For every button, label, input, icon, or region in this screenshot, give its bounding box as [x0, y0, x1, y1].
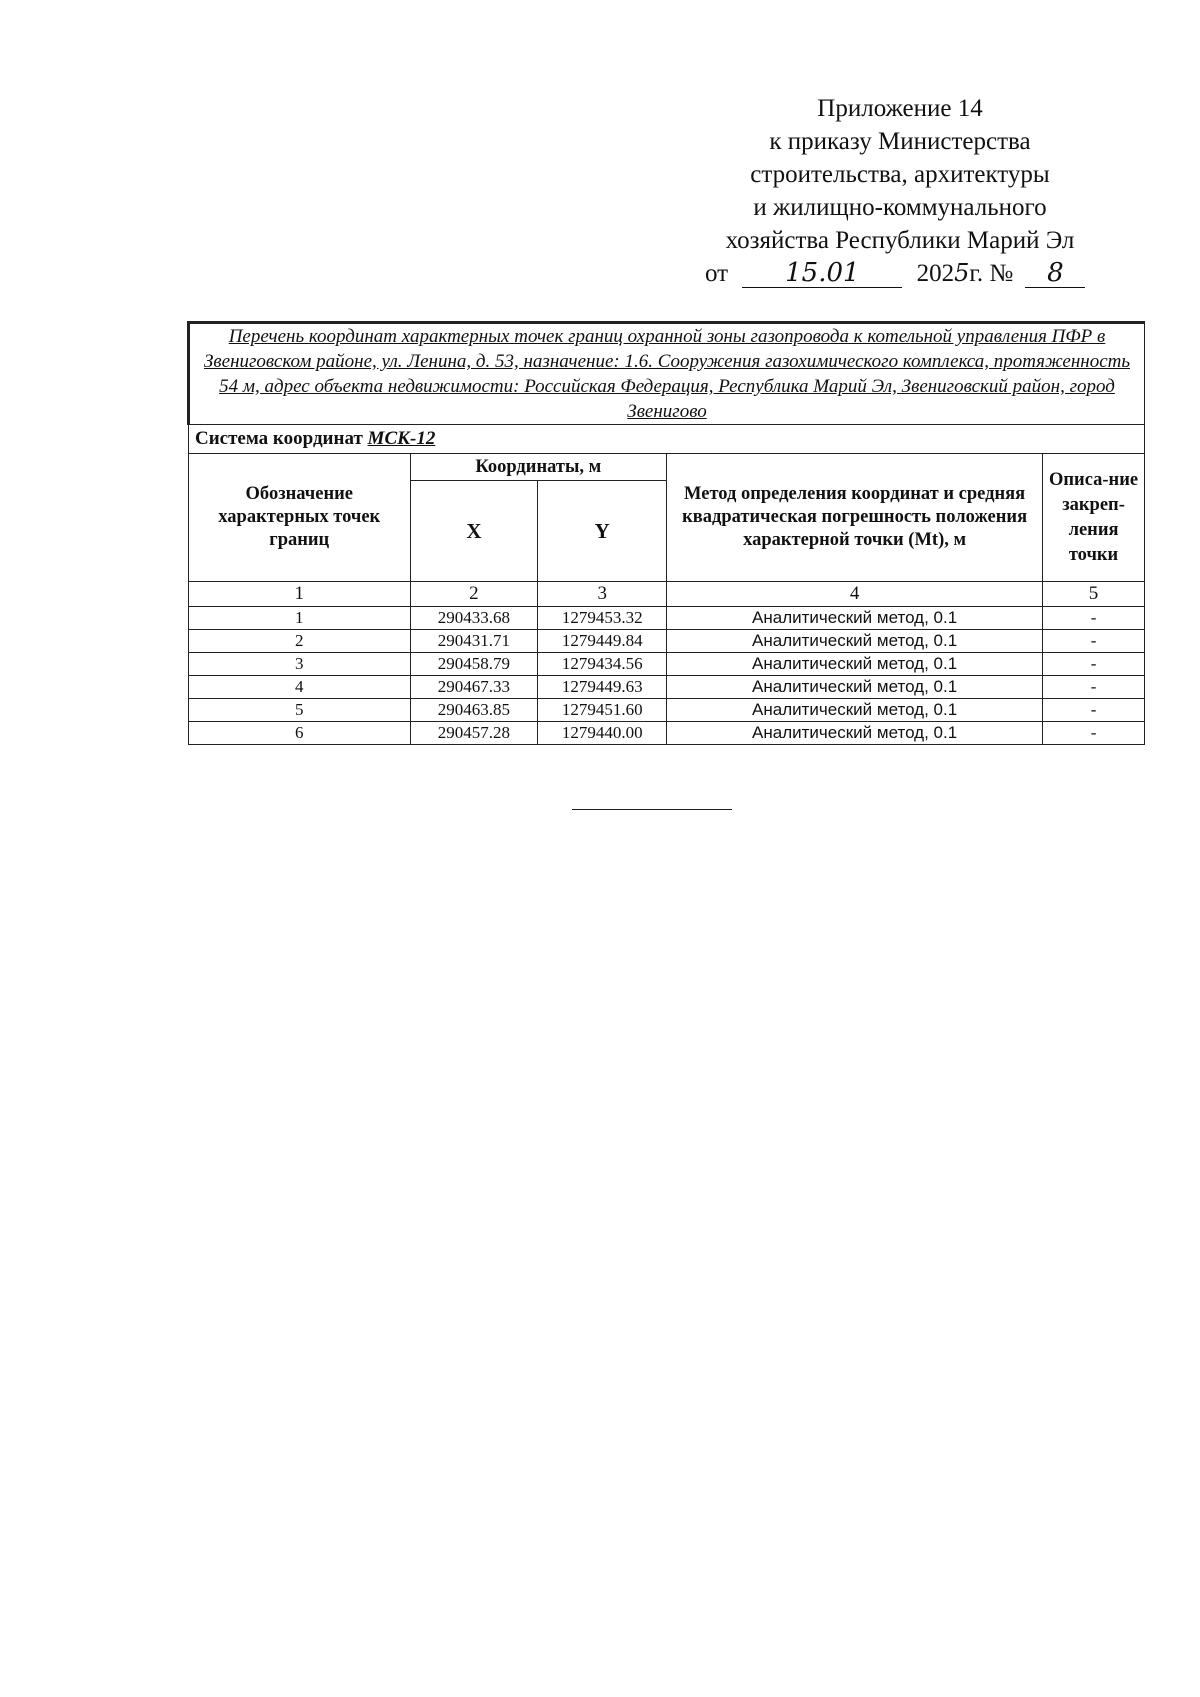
table-row — [189, 607, 1145, 630]
description-cell: - — [1043, 607, 1145, 630]
date-prefix: от — [705, 260, 729, 287]
coord-y: 1279451.60 — [538, 699, 667, 722]
column-number: 1 — [189, 582, 411, 607]
closing-divider — [572, 809, 732, 810]
coord-x: 290467.33 — [410, 676, 538, 699]
method-cell: Аналитический метод, 0.1 — [667, 653, 1043, 676]
header-description: Описа-ние закреп-ления точки — [1043, 454, 1145, 582]
coordinate-system-code: МСК-12 — [367, 428, 436, 449]
method-cell: Аналитический метод, 0.1 — [667, 722, 1043, 745]
column-number: 2 — [410, 582, 538, 607]
header-line-republic: хозяйства Республики Марий Эл — [725, 227, 1075, 254]
coord-x: 290458.79 — [410, 653, 538, 676]
header-line-order: к приказу Министерства — [769, 128, 1031, 155]
year-prefix: 202 — [916, 260, 955, 287]
table-row — [189, 699, 1145, 722]
description-cell: - — [1043, 699, 1145, 722]
coord-y: 1279434.56 — [538, 653, 667, 676]
year-suffix: г. № — [969, 260, 1014, 287]
column-number: 3 — [538, 582, 667, 607]
point-id: 1 — [189, 607, 411, 630]
table-row — [189, 653, 1145, 676]
order-date-line — [705, 257, 1125, 290]
column-number: 4 — [667, 582, 1043, 607]
table-row — [189, 630, 1145, 653]
table-row — [189, 676, 1145, 699]
description-cell: - — [1043, 630, 1145, 653]
header-x: X — [410, 481, 538, 582]
coord-x: 290431.71 — [410, 630, 538, 653]
coord-x: 290457.28 — [410, 722, 538, 745]
point-id: 3 — [189, 653, 411, 676]
appendix-header — [690, 92, 1110, 257]
header-method: Метод определения координат и средняя квадратическая погрешность положения характерной точки (Mt), м — [667, 454, 1043, 582]
column-number: 5 — [1043, 582, 1145, 607]
header-line-appendix: Приложение 14 — [817, 95, 983, 122]
header-coords: Координаты, м — [410, 454, 667, 481]
coord-y: 1279453.32 — [538, 607, 667, 630]
method-cell: Аналитический метод, 0.1 — [667, 630, 1043, 653]
method-cell: Аналитический метод, 0.1 — [667, 699, 1043, 722]
coord-y: 1279449.84 — [538, 630, 667, 653]
point-id: 2 — [189, 630, 411, 653]
coord-x: 290433.68 — [410, 607, 538, 630]
header-y: Y — [538, 481, 667, 582]
method-cell: Аналитический метод, 0.1 — [667, 607, 1043, 630]
handwritten-order-number: 8 — [1025, 259, 1085, 288]
header-line-housing: и жилищно-коммунального — [753, 194, 1047, 221]
coord-y: 1279440.00 — [538, 722, 667, 745]
handwritten-year-digit: 5 — [954, 259, 970, 287]
point-id: 5 — [189, 699, 411, 722]
table-caption: Перечень координат характерных точек границ охранной зоны газопровода к котельной управления ПФР в Звениговском районе, ул. Ленина, д. 53, назначение: 1.6. Сооружения газохимического комплекса, протяженность 54 м, адрес объекта недвижимости: Российская Федерация, Республика Марий Эл, Звениговский район, город Звенигово — [189, 323, 1145, 425]
coordinate-system-label: Система координат — [195, 428, 363, 449]
coordinates-table — [187, 321, 1145, 745]
handwritten-date: 15.01 — [742, 259, 902, 288]
method-cell: Аналитический метод, 0.1 — [667, 676, 1043, 699]
description-cell: - — [1043, 676, 1145, 699]
header-line-ministry: строительства, архитектуры — [750, 161, 1050, 188]
point-id: 4 — [189, 676, 411, 699]
description-cell: - — [1043, 722, 1145, 745]
coordinate-system-row — [189, 425, 1145, 454]
header-point: Обозначение характерных точек границ — [189, 454, 411, 582]
point-id: 6 — [189, 722, 411, 745]
table-row — [189, 722, 1145, 745]
coord-y: 1279449.63 — [538, 676, 667, 699]
coord-x: 290463.85 — [410, 699, 538, 722]
description-cell: - — [1043, 653, 1145, 676]
